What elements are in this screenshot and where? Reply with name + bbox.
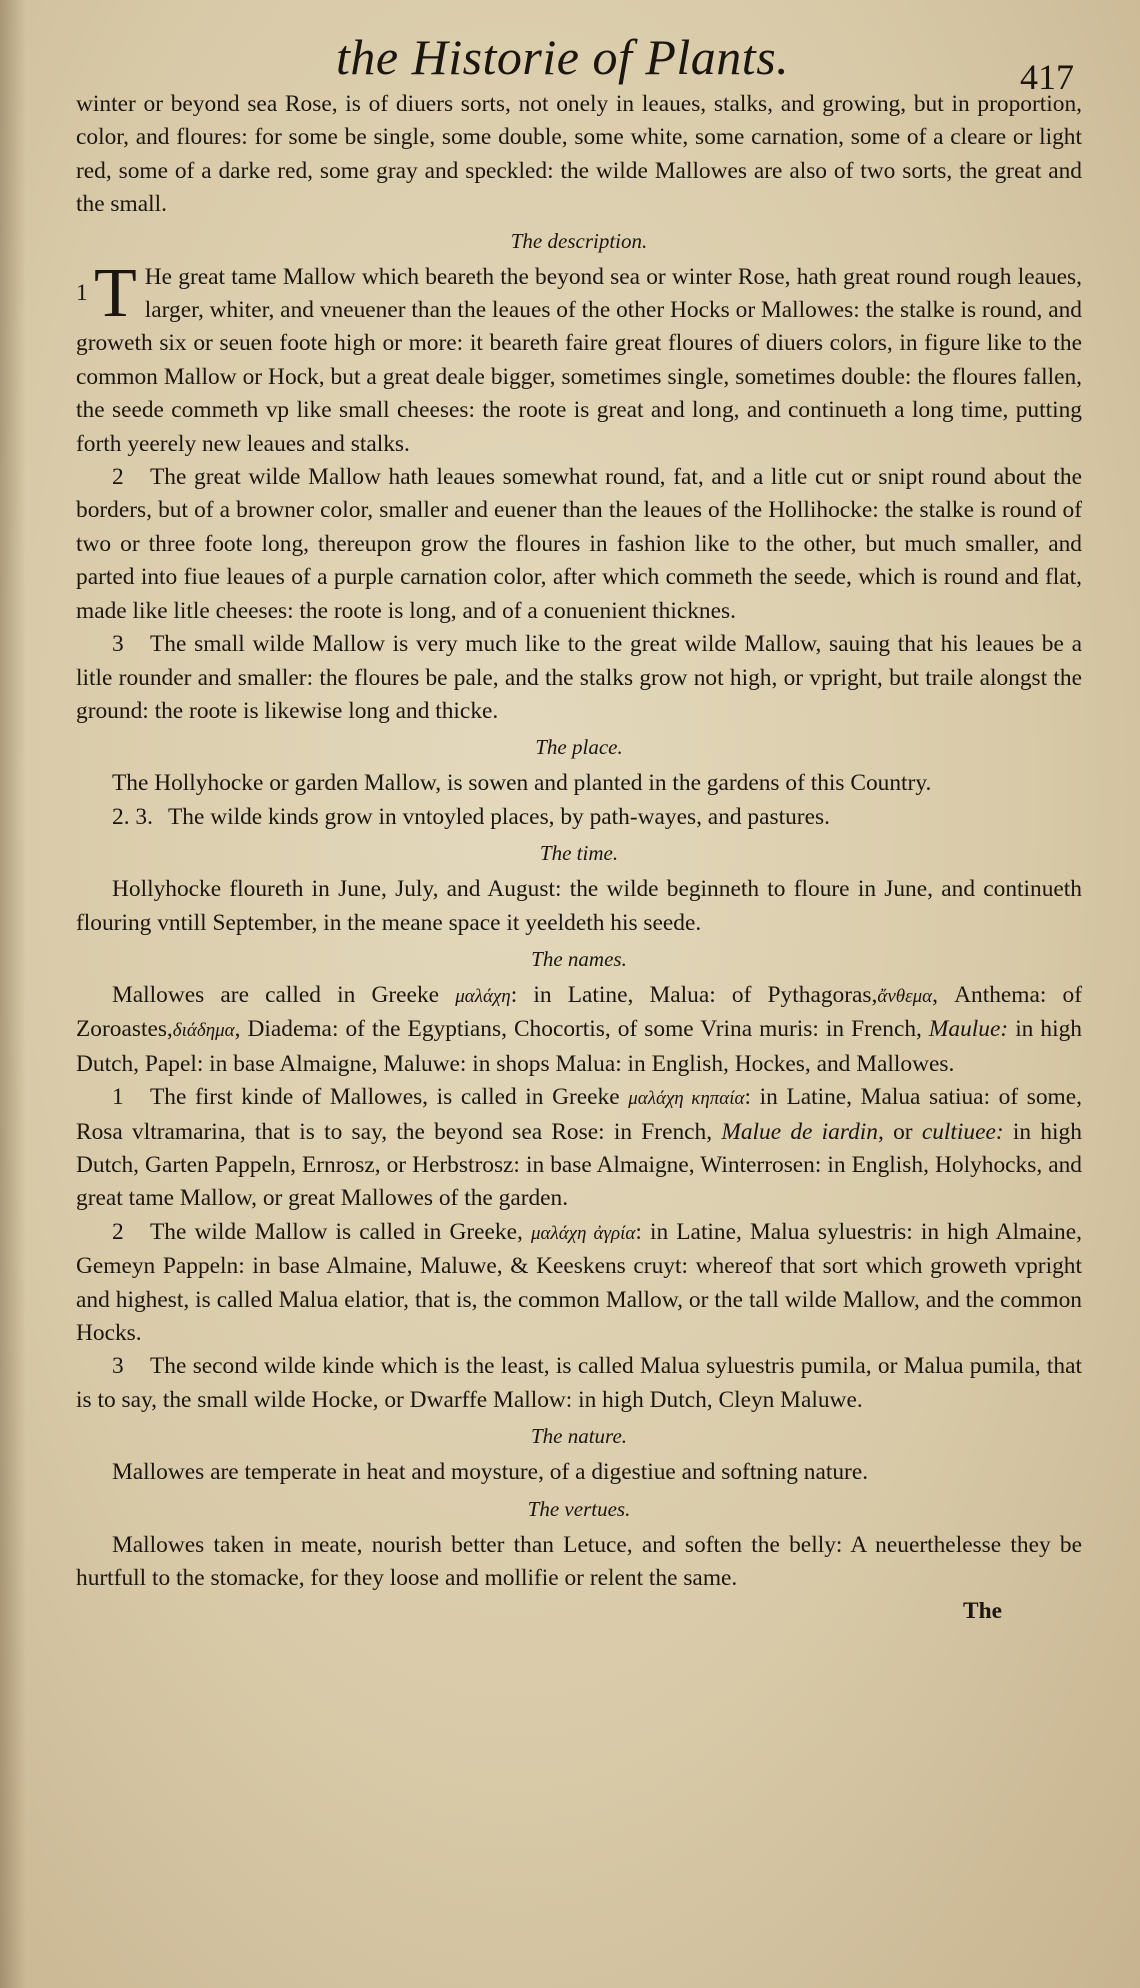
time-paragraph: Hollyhocke floureth in June, July, and August: the wilde beginneth to floure in June, and continueth flouring vntill September, in the meane space it yeeldeth his seede. bbox=[76, 876, 1082, 936]
nature-paragraph: Mallowes are temperate in heat and moysture, of a digestiue and softning nature. bbox=[112, 1459, 869, 1486]
paragraph-text: The wilde kinds grow in vntoyled places, by path-wayes, and pastures. bbox=[168, 803, 830, 830]
heading-description: The description. bbox=[510, 228, 648, 253]
item-number: 1 bbox=[76, 279, 88, 306]
text-run: , Diadema: of the Egyptians, Chocortis, of some Vrina muris: in French, bbox=[234, 1016, 922, 1043]
drop-cap: T bbox=[94, 254, 137, 332]
heading-vertues: The vertues. bbox=[527, 1496, 631, 1521]
text-run: in high Dutch, Papel: in base Almaigne, Maluwe: in shops Malua: in English, Hockes, and Mallowes. bbox=[76, 1016, 1082, 1077]
text-run: : in Latine, Malua syluestris: in high Almaine, Gemeyn Pappeln: in base Almaine, Maluwe, & Keeskens cruyt: whereof that sort which groweth vpright and highest, is called Malua elatior, that is, the common Mallow, or the tall wilde Mallow, and the common Hocks. bbox=[76, 1218, 1082, 1346]
description-paragraph-2 bbox=[76, 461, 1082, 628]
text-run: The first kinde of Mallowes, is called in Greeke bbox=[150, 1084, 620, 1111]
place-paragraph-2 bbox=[76, 801, 1082, 834]
item-number: 2 bbox=[112, 464, 124, 491]
description-paragraph-1 bbox=[76, 254, 1082, 461]
greek-word: μαλάχη κηπαία bbox=[628, 1088, 745, 1110]
greek-word: ἄνθεμα bbox=[877, 985, 933, 1007]
paragraph-text: He great tame Mallow which beareth the beyond sea or winter Rose, hath great round rough leaues, larger, whiter, and vneuener than the leaues of the other Hocks or Mallowes: the stalke is round, and groweth six or seuen foote high or more: it beareth faire great floures of diuers colors, in figure like to the common Mallow or Hock, but a great deale bigger, sometimes single, sometimes double: the floures fallen, the seede commeth vp like small cheeses: the roote is great and long, and continueth a long time, putting forth yeerely new leaues and stalks. bbox=[76, 263, 1082, 457]
italic-word: Malue de iardin, bbox=[721, 1118, 884, 1145]
heading-nature: The nature. bbox=[530, 1424, 628, 1449]
paragraph-text: The great wilde Mallow hath leaues somewhat round, fat, and a litle cut or snipt round about the borders, but of a browner color, smaller and euener than the leaues of the Hollihocke: the stalke is round of two or three foote long, thereupon grow the floures in fashion like to the other, but much smaller, and parted into fiue leaues of a purple carnation color, after which commeth the seede, which is round and flat, made like litle cheeses: the roote is long, and of a conuenient thicknes. bbox=[76, 464, 1082, 624]
item-number: 2. 3. bbox=[112, 803, 153, 830]
text-run: in high Dutch, Garten Pappeln, Ernrosz, or Herbstrosz: in base Almaigne, Winterrosen: in English, Holyhocks, and great tame Mallow, or great Mallowes of the garden. bbox=[76, 1118, 1082, 1212]
page-header bbox=[76, 0, 1082, 97]
paragraph-text: The second wilde kinde which is the least, is called Malua syluestris pumila, or Malua pumila, that is to say, the small wilde Hocke, or Dwarffe Mallow: in high Dutch, Cleyn Maluwe. bbox=[76, 1353, 1082, 1413]
place-paragraph-1: The Hollyhocke or garden Mallow, is sowen and planted in the gardens of this Country. bbox=[112, 770, 932, 797]
greek-word: μαλάχη bbox=[455, 985, 511, 1007]
item-number: 2 bbox=[112, 1218, 124, 1245]
text-run: Mallowes are called in Greeke bbox=[112, 981, 440, 1008]
item-number: 3 bbox=[112, 631, 124, 658]
item-number: 1 bbox=[112, 1084, 124, 1111]
paragraph-text: The small wilde Mallow is very much like to the great wilde Mallow, sauing that his leaues be a litle rounder and smaller: the floures be pale, and the stalks grow not high, or vpright, but traile alongst the ground: the roote is likewise long and thicke. bbox=[76, 631, 1082, 724]
heading-time: The time. bbox=[539, 841, 619, 866]
page-number: 417 bbox=[1020, 57, 1074, 97]
description-paragraph-3 bbox=[76, 628, 1082, 728]
catchword: The bbox=[963, 1598, 1002, 1625]
text-run: or bbox=[893, 1118, 913, 1145]
names-paragraph-2 bbox=[76, 1081, 1082, 1216]
running-title: the Historie of Plants. bbox=[336, 29, 790, 85]
greek-word: μαλάχη ἀγρία bbox=[530, 1222, 636, 1244]
item-number: 3 bbox=[112, 1353, 124, 1380]
names-paragraph-1 bbox=[76, 979, 1082, 1081]
page-body bbox=[76, 88, 1082, 1629]
italic-word: Maulue: bbox=[928, 1016, 1009, 1043]
heading-names: The names. bbox=[531, 946, 627, 971]
text-run: , Anthema: of Zoroastes, bbox=[76, 981, 1083, 1043]
text-run: : in Latine, Malua: of Pythagoras, bbox=[510, 981, 878, 1008]
names-paragraph-3 bbox=[76, 1216, 1082, 1351]
italic-word: cultiuee: bbox=[921, 1118, 1004, 1145]
vertues-paragraph: Mallowes taken in meate, nourish better than Letuce, and soften the belly: A neuerthelesse they be hurtfull to the stomacke, for they loose and mollifie or relent the same. bbox=[76, 1531, 1082, 1592]
text-run: The wilde Mallow is called in Greeke, bbox=[150, 1218, 523, 1245]
names-paragraph-4 bbox=[76, 1350, 1082, 1417]
text-run: : in Latine, Malua satiua: of some, Rosa vltramarina, that is to say, the beyond sea Rose: in French, bbox=[76, 1084, 1082, 1145]
greek-word: διάδημα bbox=[172, 1020, 235, 1042]
heading-place: The place. bbox=[535, 735, 623, 760]
intro-paragraph: winter or beyond sea Rose, is of diuers sorts, not onely in leaues, stalks, and growing, but in proportion, color, and floures: for some be single, some double, some white, some carnation, some of a cleare or light red, some of a darke red, some gray and speckled: the wilde Mallowes are also of two sorts, the great and the small. bbox=[76, 91, 1082, 218]
